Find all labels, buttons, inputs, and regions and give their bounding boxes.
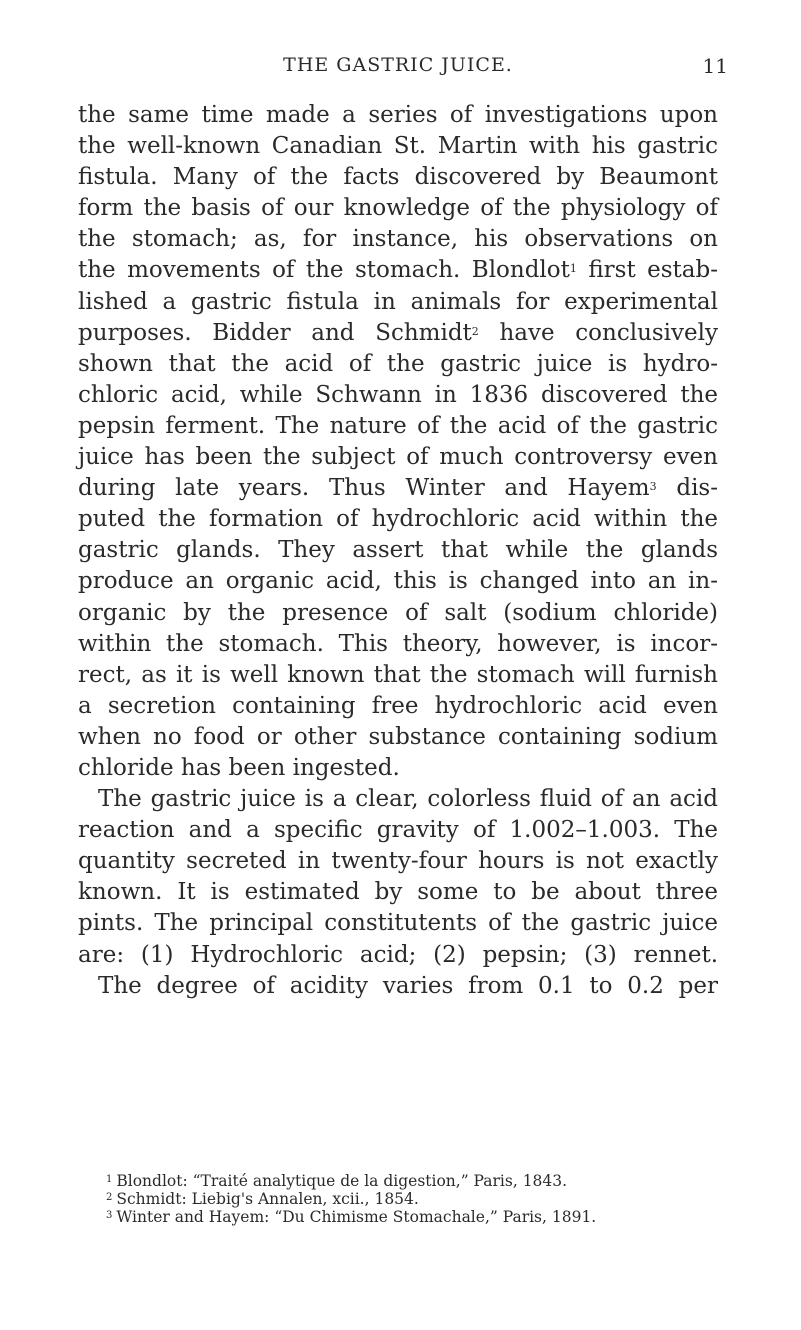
footnote-ref: 2	[471, 324, 479, 338]
text-segment: purposes. Bidder and Schmidt	[78, 319, 472, 346]
text-line: shown that the acid of the gastric juice is hydro-	[78, 350, 718, 377]
text-line	[78, 255, 718, 286]
footnote	[106, 1172, 726, 1190]
footnote	[106, 1190, 726, 1208]
footnote-text: Blondlot: “Traité analytique de la digestion,” Paris, 1843.	[116, 1172, 568, 1190]
text-line: chloric acid, while Schwann in 1836 discovered the	[78, 381, 718, 408]
text-line: The gastric juice is a clear, colorless fluid of an acid	[98, 786, 718, 813]
text-line: produce an organic acid, this is changed into an in-	[78, 568, 718, 595]
running-title: THE GASTRIC JUICE.	[283, 54, 513, 76]
text-line: the same time made a series of investigations upon	[78, 102, 718, 128]
text-line: are: (1) Hydrochloric acid; (2) pepsin; (3) rennet.	[78, 941, 718, 968]
text-line: organic by the presence of salt (sodium chloride)	[78, 599, 718, 626]
text-segment: dis-	[676, 475, 718, 502]
text-line: lished a gastric fistula in animals for experimental	[78, 288, 718, 315]
body-text	[78, 100, 718, 1002]
footnote-text: Schmidt: Liebig's Annalen, xcii., 1854.	[116, 1190, 419, 1208]
text-segment: during late years. Thus Winter and Hayem	[78, 475, 650, 502]
footnote	[106, 1208, 726, 1226]
text-line: a secretion containing free hydrochloric acid even	[78, 692, 718, 719]
footnote-mark: 2	[106, 1192, 113, 1203]
footnote-mark: 1	[106, 1174, 113, 1185]
text-line: pints. The principal constitutents of the gastric juice	[78, 910, 718, 937]
text-line: rect, as it is well known that the stomach will furnish	[78, 661, 718, 688]
text-line: gastric glands. They assert that while the glands	[78, 537, 718, 564]
footnote-text: Winter and Hayem: “Du Chimisme Stomachale,” Paris, 1891.	[116, 1208, 597, 1226]
text-line: The degree of acidity varies from 0.1 to 0.2 per	[98, 972, 718, 999]
text-line: form the basis of our knowledge of the physiology of	[78, 195, 718, 222]
text-line: when no food or other substance containing sodium	[78, 723, 718, 750]
text-line: reaction and a specific gravity of 1.002–1.003. The	[78, 817, 718, 844]
text-line: quantity secreted in twenty-four hours is not exactly	[78, 848, 718, 875]
text-segment: have conclusively	[499, 319, 718, 346]
text-line	[78, 473, 718, 504]
text-line	[78, 318, 718, 349]
text-line: juice has been the subject of much controversy even	[78, 444, 718, 471]
text-line: pepsin ferment. The nature of the acid of the gastric	[78, 412, 718, 439]
footnote-ref: 1	[569, 262, 577, 276]
text-line: puted the formation of hydrochloric acid within the	[78, 506, 718, 533]
footnotes	[106, 1172, 726, 1226]
text-line: the stomach; as, for instance, his observations on	[78, 226, 718, 253]
running-head	[78, 48, 728, 82]
text-line: the well-known Canadian St. Martin with his gastric	[78, 133, 718, 160]
page-number: 11	[702, 54, 728, 78]
footnote-mark: 3	[106, 1210, 113, 1221]
text-line: known. It is estimated by some to be about three	[78, 879, 718, 906]
text-line: chloride has been ingested.	[78, 754, 400, 781]
footnote-ref: 3	[649, 480, 657, 494]
text-line: within the stomach. This theory, however, is incor-	[78, 630, 718, 657]
text-line: fistula. Many of the facts discovered by Beaumont	[78, 164, 718, 191]
text-segment: first estab-	[588, 257, 719, 284]
text-segment: the movements of the stomach. Blondlot	[78, 257, 570, 284]
